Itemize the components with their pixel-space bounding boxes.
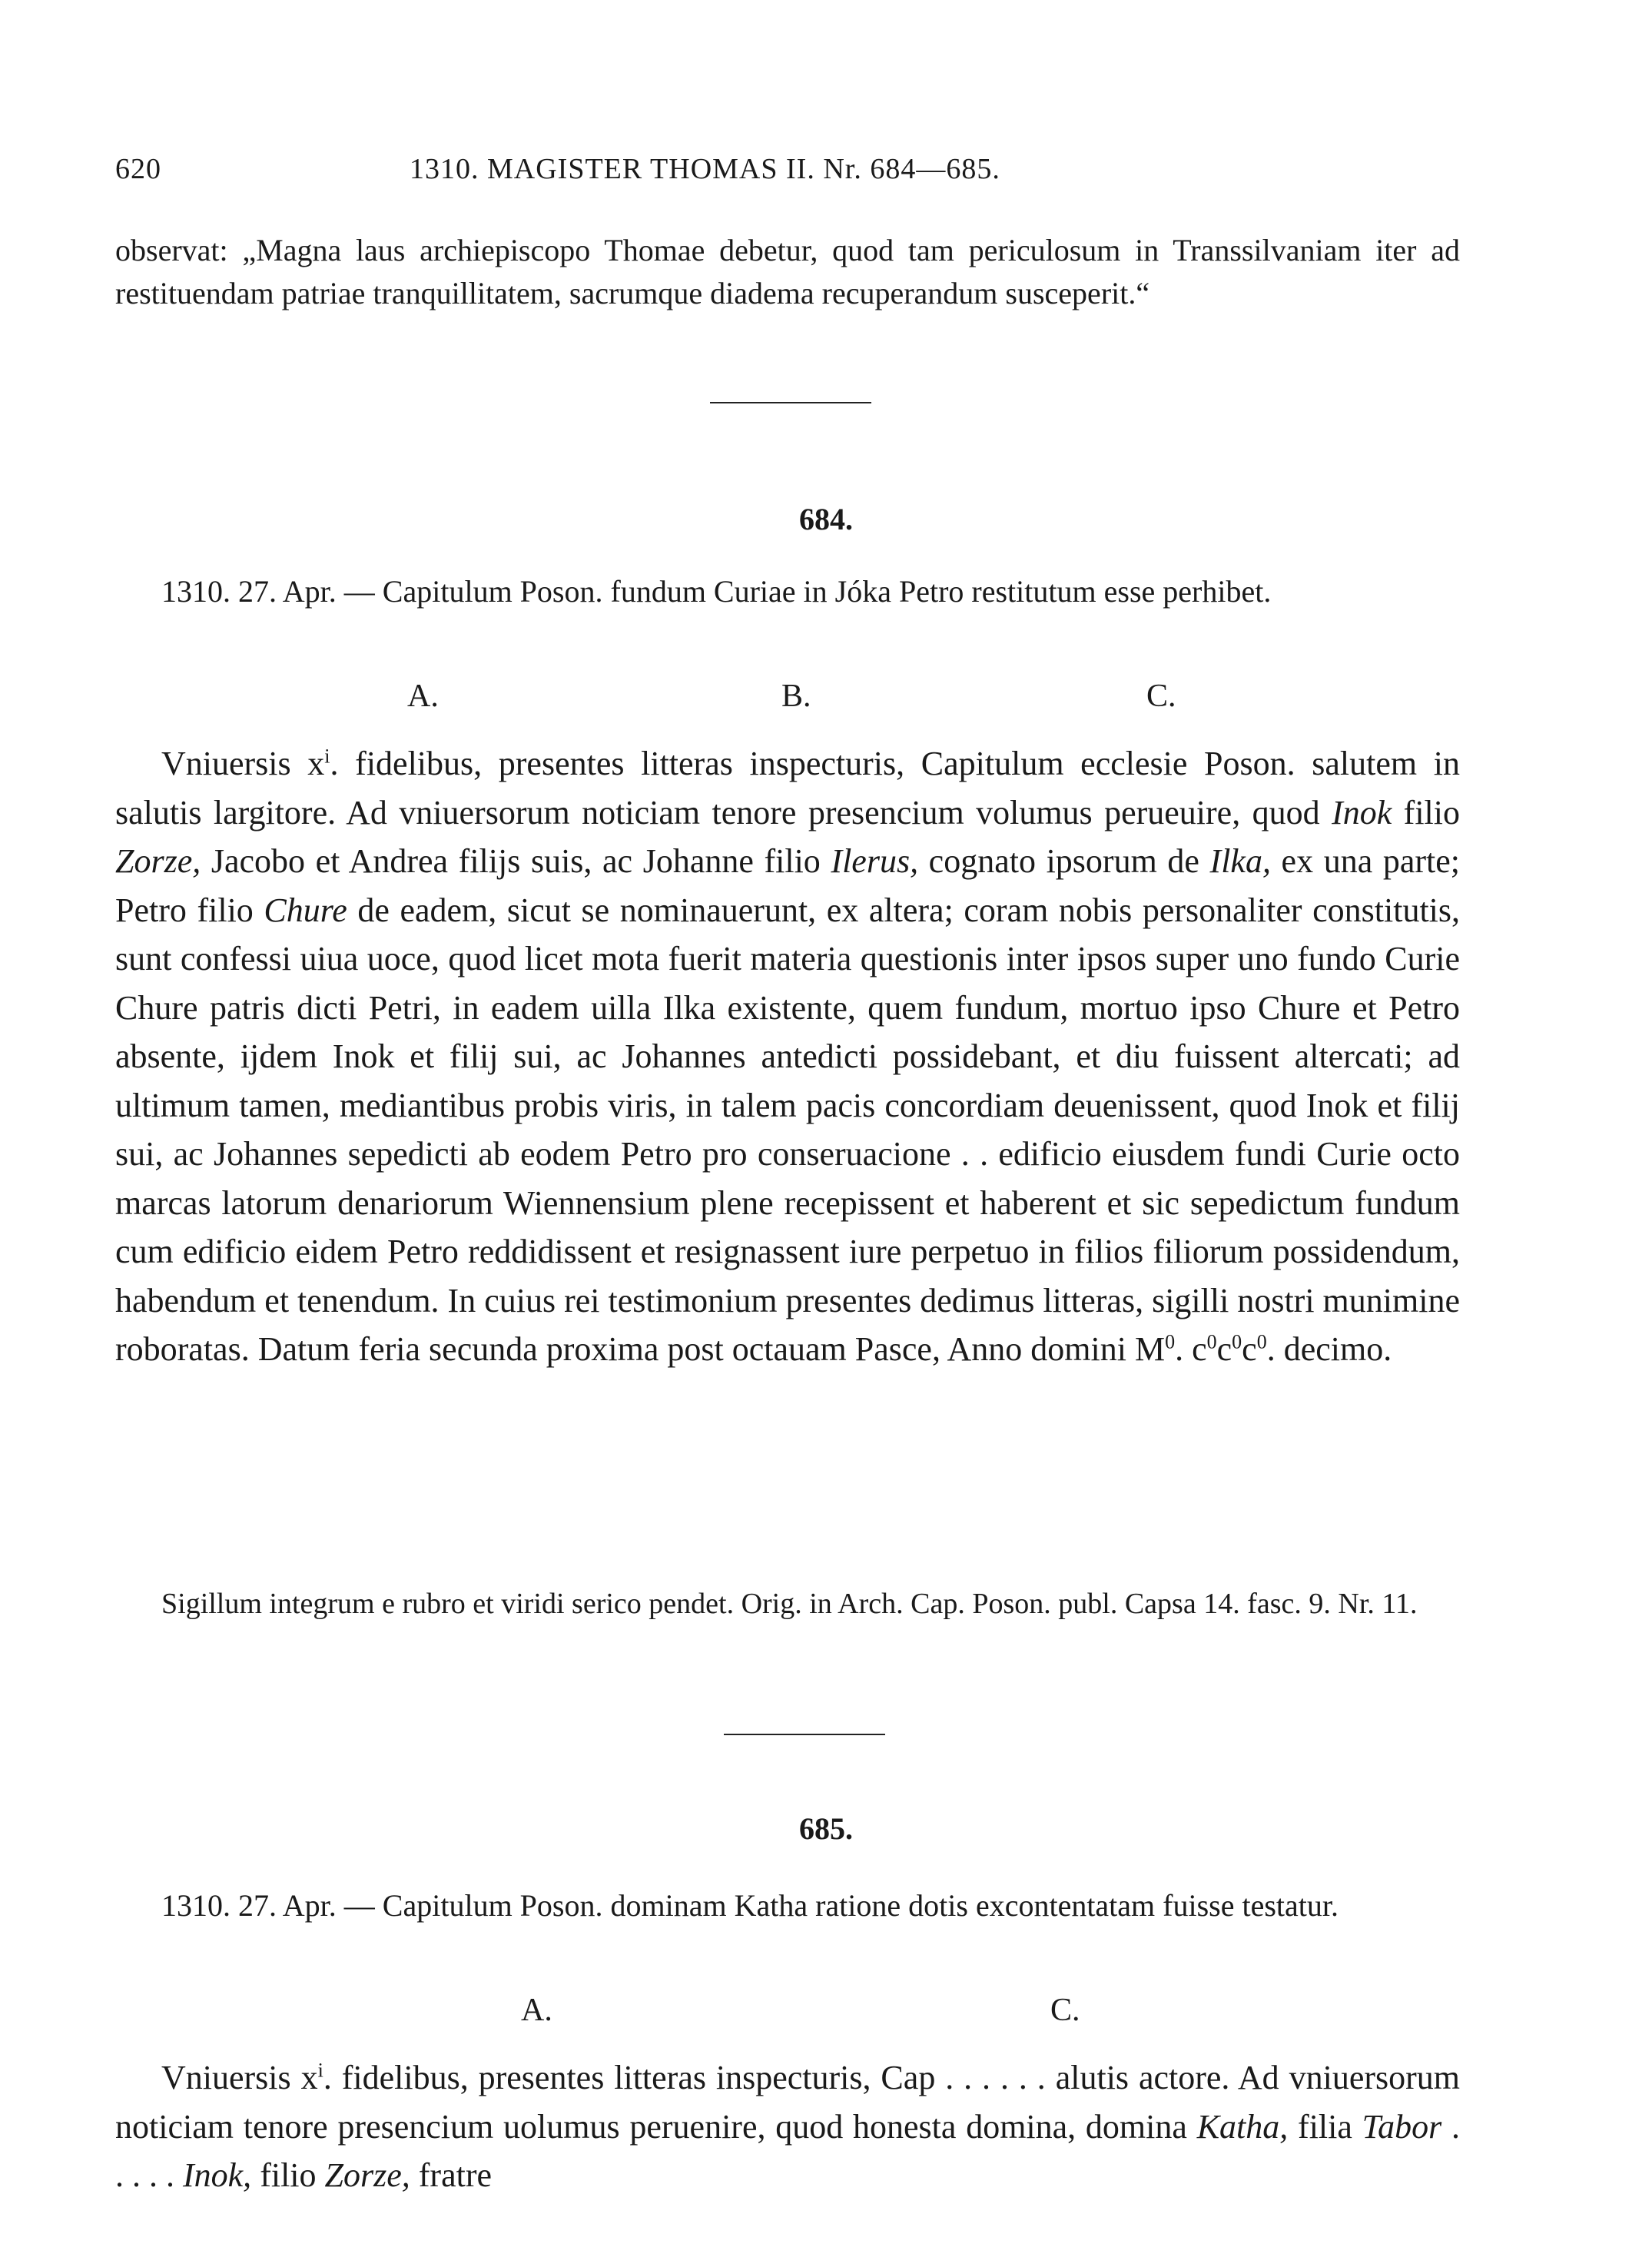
charter-text-685: Vniuersis $x^i$. fidelibus, presentes litteras inspecturis, Cap . . . . . . alutis actore. Ad vniuersorum noticiam tenore presencium uolumus peruenire, quod honesta domina, domina Katha, filia Tabor . . . . . Inok, filio Zorze, fratre xyxy=(115,2059,1461,2194)
document-number-684: 684. xyxy=(799,502,853,536)
running-title: 1310. MAGISTER THOMAS II. Nr. 684—685. xyxy=(410,153,1000,185)
document-number-685: 685. xyxy=(799,1811,853,1846)
name-ilka: Ilka, xyxy=(1209,842,1271,880)
charter-text-684: Vniuersis $x^i$. fidelibus, presentes litteras inspecturis, Capitulum ecclesie Poson. salutem in salutis largitore. Ad vniuersorum noticiam tenore presencium volumus perueuire, quod Inok filio Zorze, Jacobo et Andrea filijs suis, ac Johanne filio Ilerus, cognato ipsorum de Ilka, ex una parte; Petro filio Chure de eadem, sicut se nominauerunt, ex altera; coram nobis personaliter constitutis, sunt confessi uiua uoce, quod licet mota fuerit materia questionis inter ipsos super uno fundo Curie Chure patris dicti Petri, in eadem uilla Ilka existente, quem fundum, mortuo ipso Chure et Petro absente, ijdem Inok et filij sui, ac Johannes antedicti possidebant, et diu fuissent altercati; ad ultimum tamen, mediantibus probis viris, in talem pacis concordiam deuenissent, quod Inok et filij sui, ac Johannes sepedicti ab eodem Petro pro conseruacione . . edificio eiusdem fundi Curie octo marcas latorum denariorum Wiennensium plene recepissent et haberent et sic sepedictum fundum cum edificio eidem Petro reddidissent et resignassent iure perpetuo in filios filiorum possidendum, habendum et tenendum. In cuius rei testimonium presentes dedimus litteras, sigilli nostri munimine roboratas. Datum feria secunda proxima post octauam Pasce, Anno domini $M^0$. $c^0c^0c^0$. decimo. xyxy=(115,745,1461,1368)
intro-note: observat: „Magna laus archiepiscopo Thomae debetur, quod tam periculosum in Transsilvaniam iter ad restituendam patriae tranquillitatem, sacrumque diadema recuperandum susceperit.“ xyxy=(115,233,1460,310)
section-divider xyxy=(710,402,871,403)
version-label-a: A. xyxy=(407,679,439,714)
archive-note-684: Sigillum integrum e rubro et viridi serico pendet. Orig. in Arch. Cap. Poson. publ. Capsa 14. fasc. 9. Nr. 11. xyxy=(161,1588,1418,1620)
regest-685: 1310. 27. Apr. — Capitulum Poson. dominam Katha ratione dotis excontentatam fuisse testatur. xyxy=(161,1888,1339,1923)
name-inok: Inok, xyxy=(183,2156,252,2194)
version-label-b: B. xyxy=(781,679,811,714)
page-number: 620 xyxy=(115,153,161,185)
name-chure: Chure xyxy=(264,891,347,929)
name-zorze: Zorze, xyxy=(115,842,201,880)
regest-684: 1310. 27. Apr. — Capitulum Poson. fundum Curiae in Jóka Petro restitutum esse perhibet. xyxy=(161,574,1272,609)
name-inok: Inok xyxy=(1332,793,1392,831)
section-divider xyxy=(724,1734,885,1735)
version-label-c: C. xyxy=(1146,679,1176,714)
name-katha: Katha, xyxy=(1196,2107,1289,2146)
name-ilerus: Ilerus, xyxy=(831,842,919,880)
name-tabor: Tabor xyxy=(1362,2107,1442,2146)
version-label-c: C. xyxy=(1050,1993,1080,2028)
version-label-a: A. xyxy=(521,1993,552,2028)
name-zorze: Zorze, xyxy=(324,2156,410,2194)
